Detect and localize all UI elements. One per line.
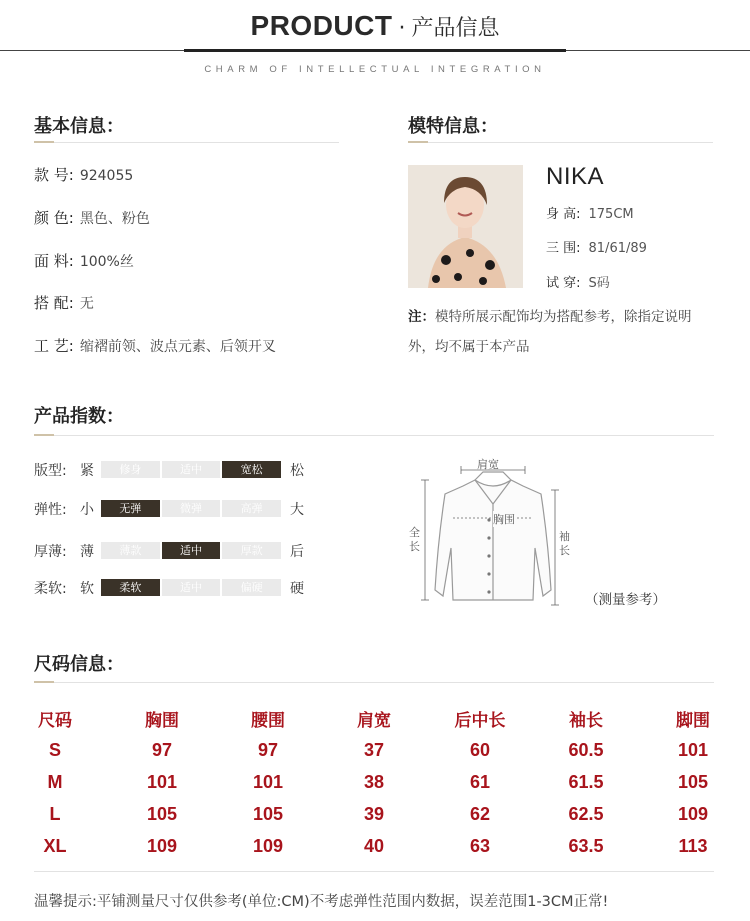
shirt-measure-diagram — [405, 450, 585, 630]
model-row-value: S码 — [588, 276, 610, 291]
model-row-key: 试 穿: — [546, 276, 581, 291]
size-table-header: 尺码 — [38, 711, 72, 731]
basic-row-key: 款 号: — [34, 166, 74, 184]
index-right-word: 大 — [290, 502, 304, 518]
size-table-header: 脚围 — [676, 711, 710, 731]
size-table-cell: 105 — [252, 804, 284, 824]
size-table-cell: 101 — [252, 772, 284, 792]
size-table-cell: 113 — [678, 836, 708, 856]
size-table-cell: 40 — [363, 836, 385, 856]
size-table-divider — [34, 871, 714, 872]
page-title-dot: · — [398, 16, 406, 41]
page-title-en: PRODUCT — [250, 10, 393, 41]
size-table-cell: 39 — [363, 804, 385, 824]
model-info-title: 模特信息： — [408, 116, 498, 137]
index-label: 厚薄: — [34, 544, 67, 560]
diagram-label-length: 全长 — [409, 526, 420, 553]
index-scale-bar — [101, 579, 281, 596]
basic-info-accent — [34, 141, 54, 143]
size-table-cell: 109 — [677, 804, 709, 824]
page-title — [0, 10, 750, 42]
model-row-height — [546, 203, 634, 222]
index-label: 弹性: — [34, 502, 67, 518]
basic-row-fabric — [34, 250, 134, 271]
diagram-label-sleeve: 袖长 — [559, 530, 570, 557]
size-table-cell: 109 — [252, 836, 284, 856]
basic-row-value: 924055 — [79, 168, 134, 184]
size-table-cell: 60 — [469, 740, 491, 760]
model-note-text: 模特所展示配饰均为搭配参考，除指定说明外，均不属于本产品 — [408, 309, 692, 355]
index-divider — [34, 435, 714, 436]
size-table-cell: 63.5 — [568, 836, 604, 856]
basic-row-key: 搭 配: — [34, 294, 74, 312]
header-rule-left — [0, 50, 184, 51]
size-info-divider — [34, 682, 714, 683]
size-table-cell: 105 — [146, 804, 178, 824]
size-table-header: 腰围 — [251, 711, 285, 731]
size-table-cell: 62.5 — [568, 804, 604, 824]
size-table-cell: L — [49, 804, 61, 824]
size-table-cell: 62 — [469, 804, 491, 824]
model-name: NIKA — [546, 163, 605, 190]
size-table-cell: 38 — [363, 772, 385, 792]
basic-info-title: 基本信息： — [34, 116, 124, 137]
model-note — [408, 302, 718, 362]
size-table-cell: 105 — [677, 772, 709, 792]
size-table-cell: 97 — [257, 740, 279, 760]
size-table-cell: 60.5 — [568, 740, 604, 760]
model-row-key: 三 围: — [546, 241, 581, 256]
index-segment-selected: 无弹 — [101, 500, 160, 517]
index-segment: 修身 — [101, 461, 160, 478]
basic-row-craft — [34, 335, 276, 356]
measure-reference-text: （测量参考） — [585, 592, 666, 608]
basic-row-match — [34, 292, 94, 313]
index-scale-bar — [101, 461, 281, 478]
model-row-key: 身 高: — [546, 207, 581, 222]
basic-row-style-no — [34, 164, 133, 185]
size-table-cell: S — [48, 740, 61, 760]
size-table-header: 袖长 — [569, 711, 603, 731]
model-info-accent — [408, 141, 428, 143]
page-title-cn: 产品信息 — [411, 16, 500, 41]
index-right-word: 松 — [290, 463, 304, 479]
index-segment: 适中 — [162, 579, 221, 596]
size-table-cell: XL — [43, 836, 67, 856]
model-photo-illustration — [408, 165, 523, 288]
header-rule-center — [184, 49, 566, 52]
index-segment: 偏硬 — [222, 579, 281, 596]
shirt-diagram-icon — [405, 450, 585, 630]
index-segment: 厚款 — [222, 542, 281, 559]
size-table-cell: 101 — [677, 740, 709, 760]
size-table-cell: 109 — [146, 836, 178, 856]
diagram-label-chest: 胸围 — [493, 513, 515, 526]
index-accent — [34, 434, 54, 436]
model-row-value: 81/61/89 — [588, 241, 647, 256]
index-right-word: 硬 — [290, 581, 304, 597]
diagram-label-shoulder: 肩宽 — [477, 458, 499, 471]
index-segment-selected: 适中 — [162, 542, 221, 559]
size-table-header: 肩宽 — [357, 711, 391, 731]
basic-row-value: 缩褶前领、波点元素、后领开叉 — [79, 339, 276, 355]
size-table-cell: 63 — [469, 836, 491, 856]
index-label: 版型: — [34, 463, 67, 479]
size-table-cell: 97 — [151, 740, 173, 760]
index-segment: 微弹 — [162, 500, 221, 517]
index-left-word: 紧 — [80, 463, 94, 479]
index-left-word: 薄 — [80, 544, 94, 560]
size-table-cell: 61 — [469, 772, 491, 792]
model-row-measurements — [546, 237, 647, 256]
basic-row-key: 工 艺: — [34, 337, 74, 355]
model-row-value: 175CM — [588, 207, 634, 222]
index-label: 柔软: — [34, 581, 67, 597]
index-segment-selected: 柔软 — [101, 579, 160, 596]
index-segment: 高弹 — [222, 500, 281, 517]
size-table-header: 胸围 — [145, 711, 179, 731]
index-scale-bar — [101, 542, 281, 559]
size-tip: 温馨提示:平铺测量尺寸仅供参考(单位:CM)不考虑弹性范围内数据，误差范围1-3CM正常! — [34, 894, 609, 910]
size-table-cell: 61.5 — [568, 772, 604, 792]
basic-row-value: 100%丝 — [79, 254, 134, 270]
size-table-header: 后中长 — [454, 711, 506, 731]
size-info-accent — [34, 681, 54, 683]
size-table-cell: M — [47, 772, 63, 792]
header-rule-right — [566, 50, 750, 51]
basic-info-divider — [34, 142, 339, 143]
index-segment: 薄款 — [101, 542, 160, 559]
index-right-word: 后 — [290, 544, 304, 560]
index-left-word: 小 — [80, 502, 94, 518]
index-scale-bar — [101, 500, 281, 517]
index-left-word: 软 — [80, 581, 94, 597]
page-subtitle: CHARM OF INTELLECTUAL INTEGRATION — [204, 64, 546, 75]
model-note-key: 注： — [408, 309, 435, 325]
index-title: 产品指数： — [34, 406, 124, 427]
size-table-cell: 37 — [363, 740, 385, 760]
model-photo — [408, 165, 523, 288]
model-info-divider — [408, 142, 713, 143]
basic-row-value: 黑色、粉色 — [79, 211, 150, 227]
basic-row-color — [34, 207, 150, 228]
size-table-cell: 101 — [146, 772, 178, 792]
basic-row-key: 面 料: — [34, 252, 74, 270]
basic-row-value: 无 — [79, 296, 94, 312]
index-segment: 适中 — [162, 461, 221, 478]
basic-row-key: 颜 色: — [34, 209, 74, 227]
model-row-fitting — [546, 272, 610, 291]
index-segment-selected: 宽松 — [222, 461, 281, 478]
size-info-title: 尺码信息： — [34, 654, 124, 675]
